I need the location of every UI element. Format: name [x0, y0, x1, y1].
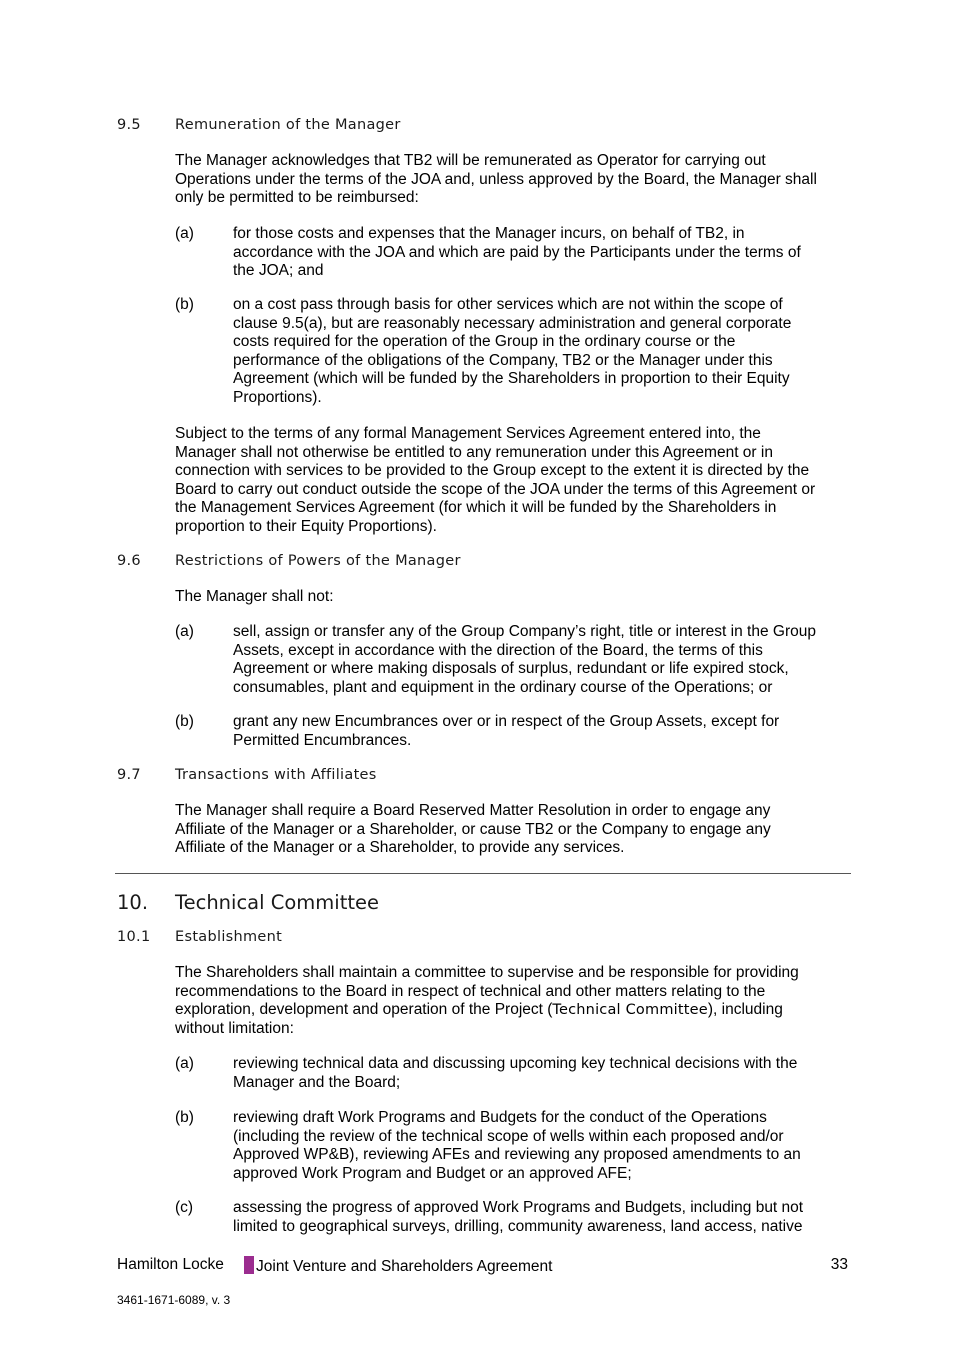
section-heading-10: Technical Committee	[175, 891, 379, 914]
text-line: Manager shall not otherwise be entitled to any remuneration under this Agreement or in	[175, 443, 773, 461]
item-text-10-1-a	[233, 1055, 863, 1092]
text-line: Affiliate of the Manager or a Shareholder, or cause TB2 or the Company to engage any	[175, 820, 771, 838]
clause-heading-9-5: Remuneration of the Manager	[175, 117, 401, 133]
text-run: ), including	[707, 1001, 783, 1019]
text-line: for those costs and expenses that the Manager incurs, on behalf of TB2, in	[233, 225, 745, 242]
page-number: 33	[830, 1256, 848, 1273]
clause-number-9-5: 9.5	[117, 117, 141, 133]
document-reference: 3461-1671-6089, v. 3	[117, 1293, 231, 1307]
text-line: Board to carry out conduct outside the scope of the JOA under the terms of this Agreement or	[175, 480, 816, 498]
text-line: Subject to the terms of any formal Management Services Agreement entered into, the	[175, 425, 761, 442]
item-label-9-6-a: (a)	[175, 623, 194, 640]
text-line: sell, assign or transfer any of the Group Company’s right, title or interest in the Group	[233, 623, 816, 640]
text-line: reviewing technical data and discussing upcoming key technical decisions with the	[233, 1055, 798, 1072]
text-line: only be permitted to be reimbursed:	[175, 189, 419, 207]
item-text-10-1-c	[233, 1199, 863, 1236]
text-line: the Management Services Agreement (for which it will be funded by the Shareholders in	[175, 499, 777, 517]
footer-firm-name: Hamilton Locke	[117, 1256, 224, 1273]
item-label-9-5-a: (a)	[175, 225, 194, 242]
item-text-9-5-b	[233, 296, 863, 408]
text-line: reviewing draft Work Programs and Budgets for the conduct of the Operations	[233, 1109, 767, 1126]
text-line: the JOA; and	[233, 262, 324, 280]
clause-9-6-intro	[175, 588, 865, 607]
text-line: assessing the progress of approved Work Programs and Budgets, including but not	[233, 1199, 804, 1216]
item-text-9-5-a	[233, 225, 863, 281]
item-label-9-6-b: (b)	[175, 713, 194, 730]
section-divider	[115, 873, 851, 874]
text-line: The Manager shall not:	[175, 588, 334, 605]
text-line	[175, 1001, 865, 1020]
footer-title-text: Joint Venture and Shareholders Agreement	[256, 1258, 553, 1275]
text-line: Permitted Encumbrances.	[233, 731, 412, 749]
clause-heading-10-1: Establishment	[175, 929, 283, 945]
text-run: exploration, development and operation of the Project (	[175, 1001, 553, 1019]
text-line: approved Work Program and Budget or an approved AFE;	[233, 1164, 632, 1182]
text-line: The Manager acknowledges that TB2 will be remunerated as Operator for carrying out	[175, 152, 766, 169]
item-text-9-6-a	[233, 623, 863, 697]
footer-document-title	[244, 1256, 552, 1277]
text-line: Proportions).	[233, 388, 322, 406]
clause-number-9-7: 9.7	[117, 767, 141, 783]
clause-heading-9-7: Transactions with Affiliates	[175, 767, 377, 783]
text-line: proportion to their Equity Proportions).	[175, 517, 437, 535]
text-line: Agreement (which will be funded by the Shareholders in proportion to their Equity	[233, 370, 790, 388]
text-line: connection with services to be provided to the Group except to the extent it is directed by the	[175, 462, 810, 480]
text-line: Agreement or where making disposals of surplus, redundant or life expired stock,	[233, 660, 789, 678]
item-text-9-6-b	[233, 713, 863, 750]
text-line: (including the review of the technical scope of wells within each proposed and/or	[233, 1127, 784, 1145]
item-label-9-5-b: (b)	[175, 296, 194, 313]
text-line: The Shareholders shall maintain a committee to supervise and be responsible for providing	[175, 964, 799, 981]
text-line: Assets, except in accordance with the direction of the Board, the terms of this	[233, 641, 763, 659]
section-number-10: 10.	[117, 891, 149, 914]
item-label-10-1-a: (a)	[175, 1055, 194, 1072]
text-line: Affiliate of the Manager or a Shareholder, to provide any services.	[175, 839, 625, 857]
text-line: Operations under the terms of the JOA and, unless approved by the Board, the Manager shall	[175, 170, 817, 188]
text-line: consumables, plant and equipment in the ordinary course of the Operations; or	[233, 678, 773, 696]
text-line: costs required for the operation of the Group in the ordinary course or the	[233, 333, 736, 351]
clause-9-5-intro	[175, 152, 865, 208]
text-line: performance of the obligations of the Company, TB2 or the Manager under this	[233, 351, 773, 369]
text-line: grant any new Encumbrances over or in respect of the Group Assets, except for	[233, 713, 780, 730]
clause-number-9-6: 9.6	[117, 553, 141, 569]
text-line: Approved WP&B), reviewing AFEs and reviewing any proposed amendments to an	[233, 1146, 801, 1164]
item-text-10-1-b	[233, 1109, 863, 1183]
clause-heading-9-6: Restrictions of Powers of the Manager	[175, 553, 461, 569]
clause-9-7-intro	[175, 802, 865, 858]
text-line: limited to geographical surveys, drilling, community awareness, land access, native	[233, 1217, 803, 1235]
text-line: Manager and the Board;	[233, 1073, 401, 1091]
text-line: accordance with the JOA and which are paid by the Participants under the terms of	[233, 243, 801, 261]
text-line: on a cost pass through basis for other services which are not within the scope of	[233, 296, 783, 313]
text-line: clause 9.5(a), but are reasonably necessary administration and general corporate	[233, 314, 792, 332]
defined-term: Technical Committee	[552, 1002, 708, 1019]
footer-accent-bar	[244, 1256, 254, 1274]
text-line: The Manager shall require a Board Reserved Matter Resolution in order to engage any	[175, 802, 771, 819]
text-line: without limitation:	[175, 1019, 294, 1037]
item-label-10-1-c: (c)	[175, 1199, 194, 1216]
clause-10-1-intro	[175, 964, 865, 1038]
clause-number-10-1: 10.1	[117, 929, 151, 945]
item-label-10-1-b: (b)	[175, 1109, 194, 1126]
clause-9-5-closing	[175, 425, 865, 537]
text-line: recommendations to the Board in respect of technical and other matters relating to the	[175, 982, 766, 1000]
